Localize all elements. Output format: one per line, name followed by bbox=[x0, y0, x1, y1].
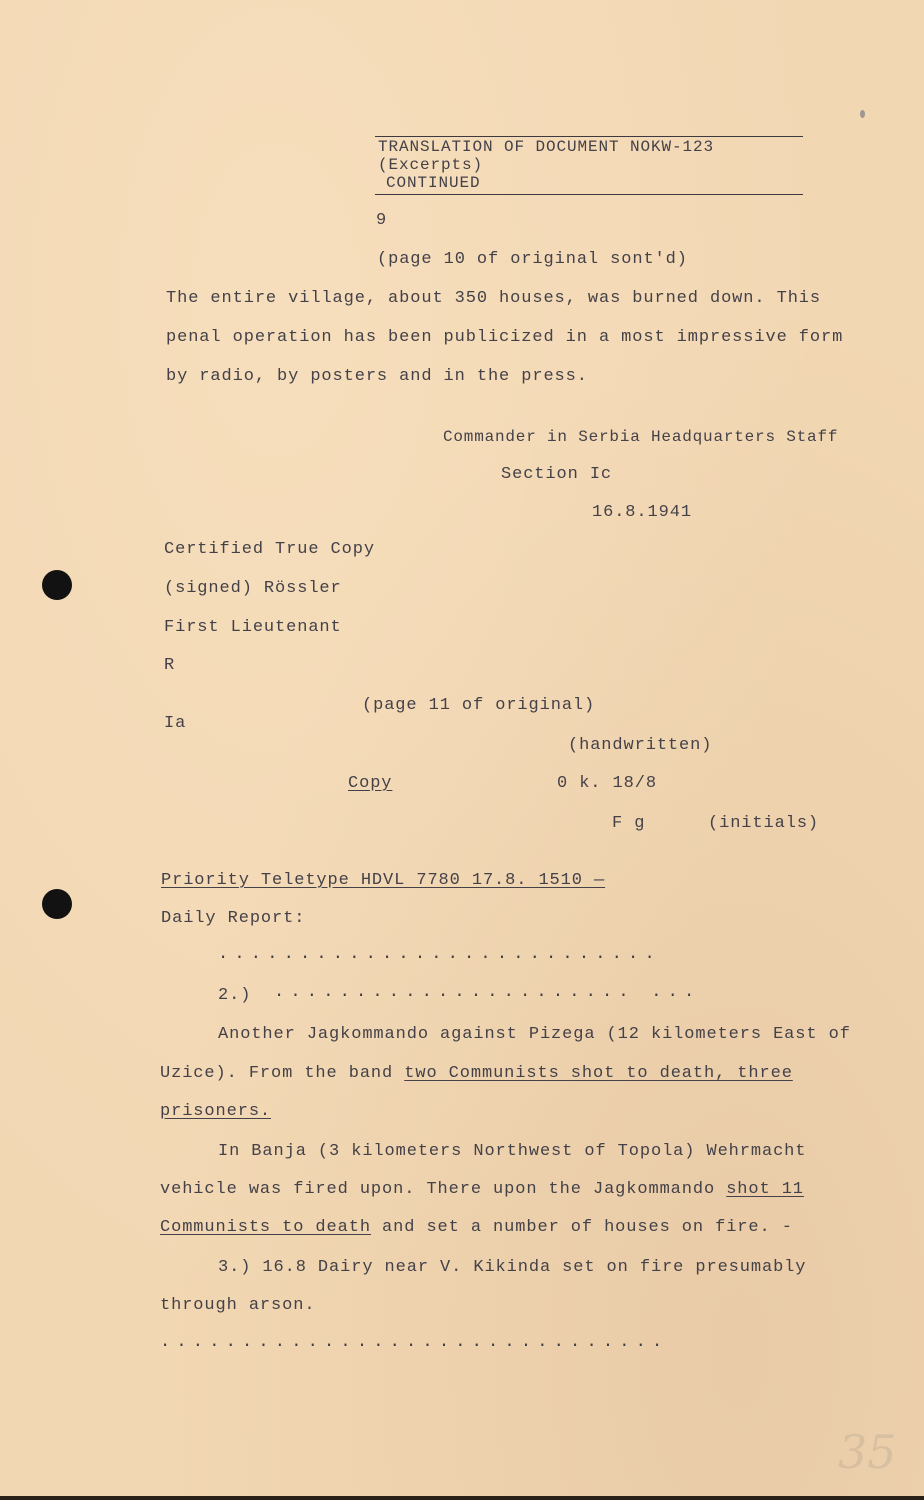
ink-speck bbox=[860, 110, 865, 118]
officer-rank: First Lieutenant bbox=[164, 618, 342, 637]
report-p2-line3-end: and set a number of houses on fire. - bbox=[370, 1218, 793, 1237]
paragraph1-line3: by radio, by posters and in the press. bbox=[166, 367, 588, 386]
item-2-label: 2.) bbox=[218, 986, 252, 1005]
section-number: 9 bbox=[376, 211, 388, 230]
header-title: TRANSLATION OF DOCUMENT NOKW-123 bbox=[378, 138, 715, 156]
header-rule-bottom bbox=[375, 194, 803, 195]
report-p2-line3-underline: Communists to death bbox=[160, 1218, 371, 1237]
signature-section: Section Ic bbox=[501, 465, 613, 484]
signature-commander: Commander in Serbia Headquarters Staff bbox=[443, 428, 839, 446]
dot-leader-final: ............................... bbox=[160, 1333, 669, 1352]
header-subtitle: (Excerpts) bbox=[378, 156, 484, 174]
report-p2-line1: In Banja (3 kilometers Northwest of Topola) Wehrmacht bbox=[218, 1142, 807, 1161]
header-continued: CONTINUED bbox=[386, 174, 481, 192]
report-p2-line2-underline: shot 11 bbox=[726, 1180, 804, 1199]
report-p1-line2-underline: two Communists shot to death, three bbox=[404, 1064, 793, 1083]
paragraph1-line2: penal operation has been publicized in a most impressive form bbox=[166, 328, 844, 347]
signature-date: 16.8.1941 bbox=[592, 503, 692, 522]
initial-r: R bbox=[164, 656, 176, 675]
punch-hole-upper bbox=[42, 570, 72, 600]
page-number-mark: 35 bbox=[838, 1425, 897, 1479]
page11-note: (page 11 of original) bbox=[362, 696, 596, 715]
report-p1-line2 bbox=[160, 1064, 793, 1084]
section-ia: Ia bbox=[164, 714, 187, 733]
report-p1-line2-start: Uzice). From the band bbox=[160, 1064, 405, 1083]
priority-teletype-line: Priority Teletype HDVL 7780 17.8. 1510 — bbox=[161, 871, 606, 890]
page-bottom-edge bbox=[0, 1496, 924, 1500]
report-p3-line2: through arson. bbox=[160, 1296, 316, 1315]
daily-report-label: Daily Report: bbox=[161, 909, 306, 928]
report-p1-line1: Another Jagkommando against Pizega (12 kilometers East of bbox=[218, 1025, 851, 1044]
page10-note: (page 10 of original sont'd) bbox=[377, 250, 688, 269]
initials-note: (initials) bbox=[708, 814, 820, 833]
copy-label: Copy bbox=[348, 774, 393, 793]
report-p2-line2-start: vehicle was fired upon. There upon the Jagkommando bbox=[160, 1180, 727, 1199]
dot-leader-row2: ...................... ... bbox=[274, 983, 701, 1002]
handwritten-note: (handwritten) bbox=[568, 736, 713, 755]
certified-true-copy: Certified True Copy bbox=[164, 540, 375, 559]
dot-leader-row1: ........................... bbox=[218, 945, 661, 964]
report-p3-line1: 3.) 16.8 Dairy near V. Kikinda set on fire presumably bbox=[218, 1258, 807, 1277]
punch-hole-lower bbox=[42, 889, 72, 919]
report-p1-line3: prisoners. bbox=[160, 1102, 272, 1121]
report-p2-line2 bbox=[160, 1180, 804, 1200]
fg-mark: F g bbox=[612, 814, 646, 833]
ok-mark: 0 k. 18/8 bbox=[557, 774, 657, 793]
signed-name: (signed) Rössler bbox=[164, 579, 342, 598]
report-p2-line3 bbox=[160, 1218, 793, 1238]
paragraph1-line1: The entire village, about 350 houses, was burned down. This bbox=[166, 289, 821, 308]
